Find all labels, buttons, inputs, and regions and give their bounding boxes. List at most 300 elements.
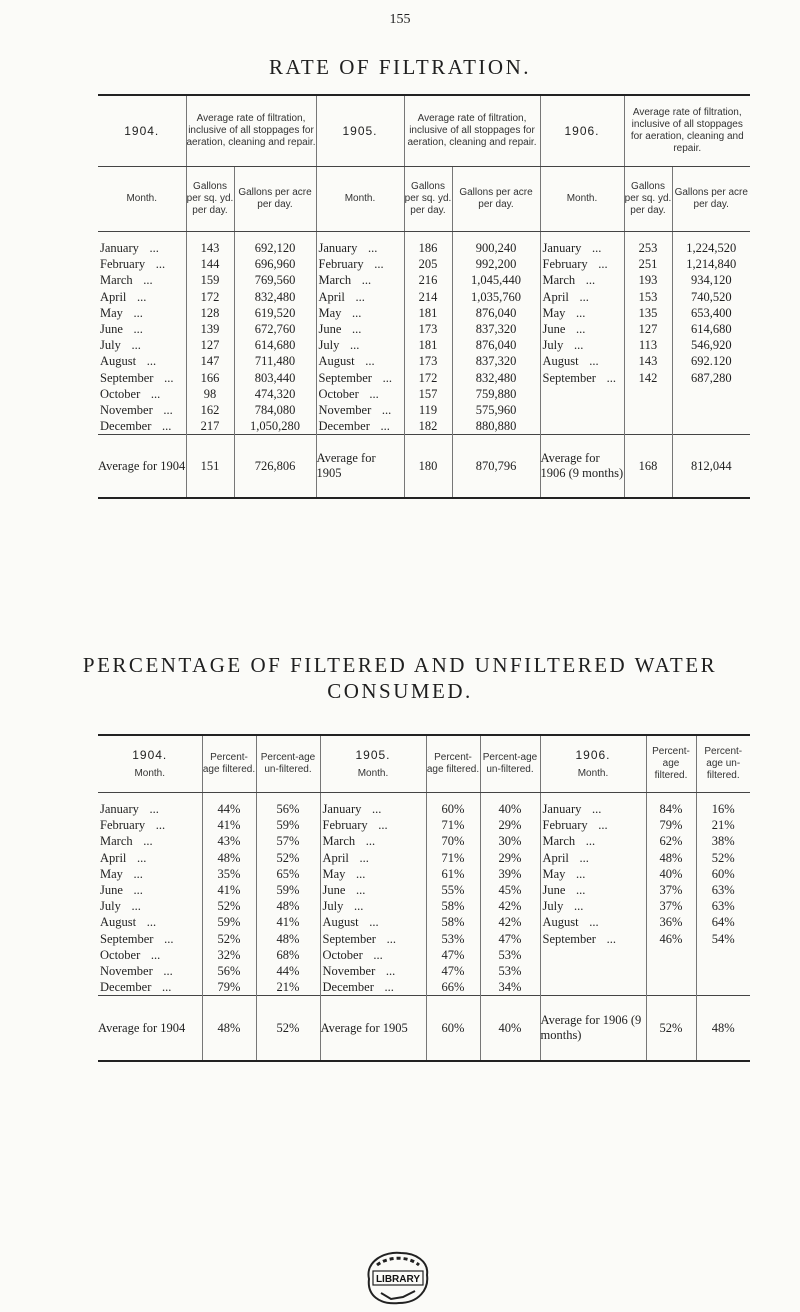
leader-dots: ... xyxy=(359,850,369,865)
empty-cell xyxy=(696,947,750,963)
gallons-per-yd-header: Gallons per sq. yd. per day. xyxy=(404,167,452,232)
month-name: July xyxy=(542,338,564,353)
month-name: September xyxy=(542,931,596,946)
percent-unfiltered-cell: 38% xyxy=(696,833,750,849)
percentage-month-header-cell xyxy=(98,735,202,793)
percent-unfiltered-header: Percent-age un-filtered. xyxy=(480,735,540,793)
percent-filtered-cell: 70% xyxy=(426,833,480,849)
table-row xyxy=(98,866,750,882)
percent-unfiltered-header: Percent-age un-filtered. xyxy=(256,735,320,793)
leader-dots: ... xyxy=(579,850,589,865)
gallons-per-acre-header: Gallons per acre per day. xyxy=(452,167,540,232)
filtration-table xyxy=(98,94,750,499)
leader-dots: ... xyxy=(352,322,362,337)
percent-unfiltered-cell: 41% xyxy=(256,914,320,930)
gallons-per-acre-cell: 900,240 xyxy=(452,232,540,257)
leader-dots: ... xyxy=(355,289,365,304)
month-name: September xyxy=(542,370,596,385)
leader-dots: ... xyxy=(365,354,375,369)
filtration-title: RATE OF FILTRATION. xyxy=(269,55,531,79)
empty-cell xyxy=(540,979,646,996)
percent-filtered-cell: 46% xyxy=(646,931,696,947)
table-row xyxy=(98,914,750,930)
month-name: February xyxy=(542,257,588,272)
month-cell xyxy=(98,402,186,418)
month-cell xyxy=(98,850,202,866)
gallons-per-acre-cell: 1,224,520 xyxy=(672,232,750,257)
percent-unfiltered-cell: 63% xyxy=(696,898,750,914)
leader-dots: ... xyxy=(143,273,153,288)
month-cell xyxy=(316,370,404,386)
month-cell xyxy=(98,305,186,321)
month-name: January xyxy=(322,802,362,817)
average-label: Average for 1906 (9 months) xyxy=(540,435,624,499)
percent-filtered-cell: 47% xyxy=(426,963,480,979)
month-name: May xyxy=(542,305,566,320)
percent-filtered-header: Percent-age filtered. xyxy=(426,735,480,793)
month-name: April xyxy=(542,850,569,865)
month-name: January xyxy=(100,802,139,817)
month-cell xyxy=(320,850,426,866)
percent-unfiltered-cell: 29% xyxy=(480,850,540,866)
month-name: October xyxy=(318,386,359,401)
gallons-per-acre-cell: 803,440 xyxy=(234,370,316,386)
gallons-per-acre-cell: 832,480 xyxy=(452,370,540,386)
percent-unfiltered-cell: 34% xyxy=(480,979,540,996)
leader-dots: ... xyxy=(146,354,157,369)
percent-unfiltered-cell: 40% xyxy=(480,793,540,818)
percent-unfiltered-cell: 44% xyxy=(256,963,320,979)
month-cell xyxy=(316,418,404,435)
gallons-per-acre-cell: 672,760 xyxy=(234,321,316,337)
leader-dots: ... xyxy=(131,899,141,914)
table-row xyxy=(98,402,750,418)
leader-dots: ... xyxy=(149,802,159,817)
leader-dots: ... xyxy=(589,915,599,930)
gallons-per-acre-cell: 474,320 xyxy=(234,386,316,402)
month-column-header: Month. xyxy=(540,167,624,232)
percent-unfiltered-cell: 21% xyxy=(696,817,750,833)
gallons-per-yd-cell: 139 xyxy=(186,321,234,337)
percent-unfiltered-cell: 59% xyxy=(256,882,320,898)
empty-cell xyxy=(696,979,750,996)
month-name: June xyxy=(542,883,566,898)
percent-filtered-header: Percent-age filtered. xyxy=(646,735,696,793)
average-percent-filtered: 60% xyxy=(426,996,480,1062)
average-label: Average for 1905 xyxy=(316,435,404,499)
percent-filtered-cell: 66% xyxy=(426,979,480,996)
percent-unfiltered-cell: 52% xyxy=(256,850,320,866)
month-name: December xyxy=(100,419,152,434)
month-cell xyxy=(320,947,426,963)
leader-dots: ... xyxy=(589,354,599,369)
empty-cell xyxy=(624,386,672,402)
month-cell xyxy=(540,931,646,947)
month-cell xyxy=(320,931,426,947)
month-cell xyxy=(316,272,404,288)
leader-dots: ... xyxy=(579,289,589,304)
percent-unfiltered-cell: 21% xyxy=(256,979,320,996)
month-name: February xyxy=(542,818,588,833)
month-cell xyxy=(98,353,186,369)
leader-dots: ... xyxy=(164,931,174,946)
percent-unfiltered-header: Percent-age un-filtered. xyxy=(696,735,750,793)
table-row xyxy=(98,272,750,288)
empty-cell xyxy=(646,963,696,979)
percentage-header-row xyxy=(98,735,750,793)
percent-unfiltered-cell: 54% xyxy=(696,931,750,947)
percent-unfiltered-cell: 29% xyxy=(480,817,540,833)
gallons-per-acre-cell: 575,960 xyxy=(452,402,540,418)
month-name: April xyxy=(322,850,349,865)
percent-filtered-cell: 48% xyxy=(202,850,256,866)
percent-unfiltered-cell: 57% xyxy=(256,833,320,849)
percent-filtered-cell: 36% xyxy=(646,914,696,930)
percent-filtered-cell: 43% xyxy=(202,833,256,849)
month-name: July xyxy=(542,899,564,914)
average-percent-unfiltered: 48% xyxy=(696,996,750,1062)
leader-dots: ... xyxy=(353,899,364,914)
month-cell xyxy=(540,370,624,386)
leader-dots: ... xyxy=(164,370,174,385)
month-cell xyxy=(540,305,624,321)
month-cell xyxy=(98,866,202,882)
month-name: May xyxy=(322,866,346,881)
table-row xyxy=(98,882,750,898)
leader-dots: ... xyxy=(606,931,616,946)
gallons-per-yd-cell: 153 xyxy=(624,289,672,305)
empty-cell xyxy=(672,402,750,418)
leader-dots: ... xyxy=(349,338,360,353)
month-name: July xyxy=(322,899,344,914)
leader-dots: ... xyxy=(369,386,379,401)
gallons-per-yd-cell: 113 xyxy=(624,337,672,353)
month-name: April xyxy=(318,289,345,304)
table-row xyxy=(98,321,750,337)
percentage-month-header-cell xyxy=(320,735,426,793)
gallons-per-acre-cell: 1,035,760 xyxy=(452,289,540,305)
table-row xyxy=(98,833,750,849)
month-cell xyxy=(320,817,426,833)
table-row xyxy=(98,232,750,257)
month-name: September xyxy=(322,931,376,946)
leader-dots: ... xyxy=(592,802,602,817)
month-name: November xyxy=(318,402,372,417)
percentage-average-row xyxy=(98,996,750,1062)
leader-dots: ... xyxy=(137,289,147,304)
month-cell xyxy=(316,353,404,369)
month-cell xyxy=(320,882,426,898)
table-row xyxy=(98,337,750,353)
average-percent-filtered: 52% xyxy=(646,996,696,1062)
month-name: May xyxy=(100,305,123,320)
month-column-header: Month. xyxy=(134,768,166,779)
month-cell xyxy=(98,370,186,386)
table-row xyxy=(98,793,750,818)
gallons-per-acre-cell: 696,960 xyxy=(234,256,316,272)
percent-filtered-cell: 41% xyxy=(202,817,256,833)
page-number: 155 xyxy=(389,12,411,27)
percent-unfiltered-cell: 60% xyxy=(696,866,750,882)
empty-cell xyxy=(624,418,672,435)
percent-filtered-cell: 71% xyxy=(426,817,480,833)
month-cell xyxy=(316,256,404,272)
leader-dots: ... xyxy=(592,241,602,256)
percent-filtered-cell: 35% xyxy=(202,866,256,882)
month-cell xyxy=(316,321,404,337)
month-cell xyxy=(540,914,646,930)
month-column-header: Month. xyxy=(316,167,404,232)
month-name: August xyxy=(318,354,355,369)
leader-dots: ... xyxy=(573,338,584,353)
month-name: June xyxy=(318,322,342,337)
leader-dots: ... xyxy=(598,818,608,833)
month-cell xyxy=(316,402,404,418)
filtration-group-header: Average rate of filtration, inclusive of all stoppages for aeration, cleaning and repair. xyxy=(186,95,316,167)
gallons-per-yd-cell: 217 xyxy=(186,418,234,435)
leader-dots: ... xyxy=(576,883,586,898)
month-name: January xyxy=(318,241,358,256)
gallons-per-yd-cell: 143 xyxy=(624,353,672,369)
leader-dots: ... xyxy=(598,257,608,272)
month-cell xyxy=(320,979,426,996)
gallons-per-yd-cell: 142 xyxy=(624,370,672,386)
filtration-year-header: 1904. xyxy=(98,95,186,167)
percent-unfiltered-cell: 42% xyxy=(480,914,540,930)
month-cell xyxy=(320,866,426,882)
month-name: April xyxy=(100,289,127,304)
filtration-group-header-row xyxy=(98,95,750,167)
leader-dots: ... xyxy=(161,980,172,995)
filtration-subheader-row xyxy=(98,167,750,232)
leader-dots: ... xyxy=(576,866,586,881)
gallons-per-yd-cell: 127 xyxy=(624,321,672,337)
gallons-per-yd-cell: 181 xyxy=(404,305,452,321)
month-name: January xyxy=(542,241,582,256)
table-row xyxy=(98,386,750,402)
table-row xyxy=(98,963,750,979)
leader-dots: ... xyxy=(585,273,596,288)
month-cell xyxy=(98,337,186,353)
average-gallons-per-yd: 180 xyxy=(404,435,452,499)
leader-dots: ... xyxy=(163,963,173,978)
gallons-per-acre-cell: 992,200 xyxy=(452,256,540,272)
month-name: November xyxy=(322,963,376,978)
leader-dots: ... xyxy=(131,338,141,353)
leader-dots: ... xyxy=(149,241,159,256)
gallons-per-acre-cell: 692.120 xyxy=(672,353,750,369)
month-name: September xyxy=(100,931,154,946)
month-name: February xyxy=(322,818,368,833)
month-name: December xyxy=(100,980,152,995)
gallons-per-acre-cell: 546,920 xyxy=(672,337,750,353)
month-cell xyxy=(98,386,186,402)
gallons-per-acre-header: Gallons per acre per day. xyxy=(234,167,316,232)
leader-dots: ... xyxy=(365,834,376,849)
table-row xyxy=(98,850,750,866)
gallons-per-yd-cell: 214 xyxy=(404,289,452,305)
leader-dots: ... xyxy=(585,834,596,849)
month-name: June xyxy=(100,322,123,337)
percent-filtered-cell: 44% xyxy=(202,793,256,818)
percentage-month-header-cell xyxy=(540,735,646,793)
filtration-year-header: 1905. xyxy=(316,95,404,167)
leader-dots: ... xyxy=(378,818,388,833)
gallons-per-yd-cell: 119 xyxy=(404,402,452,418)
percentage-table-body xyxy=(98,793,750,996)
month-name: January xyxy=(542,802,582,817)
percent-filtered-cell: 37% xyxy=(646,898,696,914)
month-cell xyxy=(98,963,202,979)
percent-filtered-cell: 62% xyxy=(646,833,696,849)
month-cell xyxy=(540,289,624,305)
empty-cell xyxy=(624,402,672,418)
average-percent-unfiltered: 40% xyxy=(480,996,540,1062)
gallons-per-yd-cell: 173 xyxy=(404,353,452,369)
month-name: April xyxy=(100,850,127,865)
percent-unfiltered-cell: 47% xyxy=(480,931,540,947)
leader-dots: ... xyxy=(352,305,362,320)
table-row xyxy=(98,353,750,369)
month-name: April xyxy=(542,289,569,304)
percent-filtered-cell: 59% xyxy=(202,914,256,930)
gallons-per-yd-cell: 127 xyxy=(186,337,234,353)
average-gallons-per-yd: 168 xyxy=(624,435,672,499)
month-name: May xyxy=(318,305,342,320)
leader-dots: ... xyxy=(133,866,143,881)
leader-dots: ... xyxy=(361,273,372,288)
leader-dots: ... xyxy=(155,818,166,833)
gallons-per-yd-cell: 147 xyxy=(186,353,234,369)
gallons-per-acre-cell: 934,120 xyxy=(672,272,750,288)
month-name: October xyxy=(322,947,363,962)
month-cell xyxy=(320,833,426,849)
month-cell xyxy=(320,914,426,930)
leader-dots: ... xyxy=(386,931,396,946)
table-row xyxy=(98,931,750,947)
gallons-per-acre-cell: 769,560 xyxy=(234,272,316,288)
gallons-per-yd-cell: 193 xyxy=(624,272,672,288)
gallons-per-acre-cell: 880,880 xyxy=(452,418,540,435)
percent-unfiltered-cell: 63% xyxy=(696,882,750,898)
month-name: July xyxy=(100,338,121,353)
empty-cell xyxy=(540,963,646,979)
month-cell xyxy=(540,866,646,882)
leader-dots: ... xyxy=(576,322,586,337)
month-cell xyxy=(98,882,202,898)
percent-filtered-cell: 37% xyxy=(646,882,696,898)
leader-dots: ... xyxy=(161,419,172,434)
gallons-per-yd-cell: 172 xyxy=(186,289,234,305)
gallons-per-acre-header: Gallons per acre per day. xyxy=(672,167,750,232)
leader-dots: ... xyxy=(143,834,153,849)
percent-filtered-cell: 41% xyxy=(202,882,256,898)
leader-dots: ... xyxy=(382,370,392,385)
gallons-per-acre-cell: 837,320 xyxy=(452,353,540,369)
average-label: Average for 1904 xyxy=(98,435,186,499)
leader-dots: ... xyxy=(133,305,143,320)
average-gallons-per-acre: 870,796 xyxy=(452,435,540,499)
month-name: August xyxy=(322,915,359,930)
percentage-year-header: 1905. xyxy=(355,748,391,762)
gallons-per-yd-cell: 166 xyxy=(186,370,234,386)
average-gallons-per-acre: 812,044 xyxy=(672,435,750,499)
empty-cell xyxy=(646,947,696,963)
percent-filtered-cell: 53% xyxy=(426,931,480,947)
month-cell xyxy=(540,337,624,353)
month-cell xyxy=(316,337,404,353)
leader-dots: ... xyxy=(369,915,379,930)
gallons-per-acre-cell: 614,680 xyxy=(234,337,316,353)
leader-dots: ... xyxy=(385,963,396,978)
filtration-year-header: 1906. xyxy=(540,95,624,167)
gallons-per-acre-cell: 832,480 xyxy=(234,289,316,305)
leader-dots: ... xyxy=(606,370,616,385)
percent-filtered-cell: 58% xyxy=(426,898,480,914)
month-name: March xyxy=(542,834,576,849)
filtration-average-row xyxy=(98,435,750,499)
percent-unfiltered-cell: 39% xyxy=(480,866,540,882)
month-cell xyxy=(540,353,624,369)
leader-dots: ... xyxy=(150,386,161,401)
percent-filtered-cell: 40% xyxy=(646,866,696,882)
month-name: June xyxy=(100,883,123,898)
month-cell xyxy=(540,256,624,272)
month-cell xyxy=(98,232,186,257)
gallons-per-yd-cell: 205 xyxy=(404,256,452,272)
gallons-per-yd-cell: 98 xyxy=(186,386,234,402)
percent-filtered-cell: 56% xyxy=(202,963,256,979)
percent-filtered-cell: 60% xyxy=(426,793,480,818)
leader-dots: ... xyxy=(133,883,143,898)
gallons-per-acre-cell: 653,400 xyxy=(672,305,750,321)
leader-dots: ... xyxy=(573,899,584,914)
table-row xyxy=(98,418,750,435)
library-stamp-icon xyxy=(359,1247,435,1307)
month-cell xyxy=(98,418,186,435)
gallons-per-acre-cell: 1,045,440 xyxy=(452,272,540,288)
gallons-per-yd-cell: 173 xyxy=(404,321,452,337)
gallons-per-yd-cell: 181 xyxy=(404,337,452,353)
month-cell xyxy=(316,305,404,321)
month-name: October xyxy=(100,947,141,962)
month-cell xyxy=(320,898,426,914)
gallons-per-acre-cell: 876,040 xyxy=(452,305,540,321)
month-name: August xyxy=(542,915,579,930)
month-column-header: Month. xyxy=(577,768,609,779)
table-row xyxy=(98,305,750,321)
leader-dots: ... xyxy=(368,241,378,256)
percent-unfiltered-cell: 48% xyxy=(256,898,320,914)
month-name: December xyxy=(322,980,374,995)
stamp-text: LIBRARY xyxy=(375,1274,421,1285)
month-name: December xyxy=(318,419,370,434)
table-row xyxy=(98,370,750,386)
month-cell xyxy=(316,289,404,305)
leader-dots: ... xyxy=(380,419,390,434)
gallons-per-acre-cell: 740,520 xyxy=(672,289,750,305)
month-name: February xyxy=(318,257,364,272)
month-name: November xyxy=(100,963,153,978)
percent-unfiltered-cell: 64% xyxy=(696,914,750,930)
month-name: August xyxy=(542,354,579,369)
percent-unfiltered-cell: 59% xyxy=(256,817,320,833)
table-row xyxy=(98,947,750,963)
percentage-table xyxy=(98,734,750,1062)
percent-filtered-cell: 61% xyxy=(426,866,480,882)
gallons-per-yd-cell: 182 xyxy=(404,418,452,435)
month-cell xyxy=(540,321,624,337)
